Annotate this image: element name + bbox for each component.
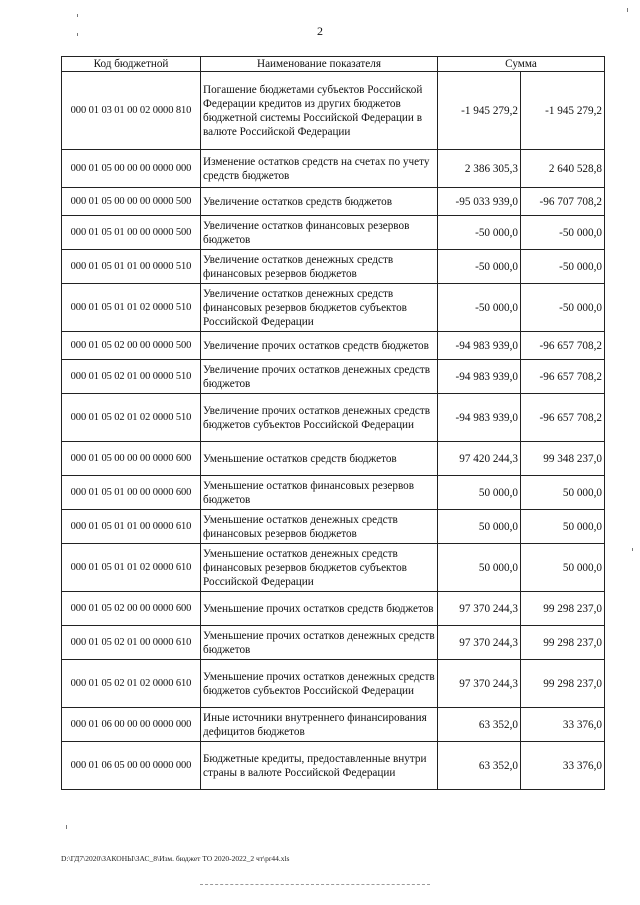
budget-code-cell: 000 01 05 01 01 00 0000 610 bbox=[62, 510, 201, 544]
sum-2022-cell: -50 000,0 bbox=[521, 216, 605, 250]
indicator-name-cell: Погашение бюджетами субъектов Российской Федерации кредитов из других бюджетов бюджетной системы Российской Федерации в валюте Российской Федерации bbox=[201, 72, 438, 150]
indicator-name-cell: Увеличение прочих остатков средств бюджетов bbox=[201, 332, 438, 360]
sum-2021-cell: 2 386 305,3 bbox=[438, 150, 521, 188]
table-row bbox=[62, 188, 605, 216]
budget-code-cell: 000 01 05 02 00 00 0000 600 bbox=[62, 592, 201, 626]
table-row bbox=[62, 216, 605, 250]
budget-code-cell: 000 01 05 02 01 00 0000 510 bbox=[62, 360, 201, 394]
table-row bbox=[62, 442, 605, 476]
sum-2021-cell: 97 420 244,3 bbox=[438, 442, 521, 476]
indicator-name-cell: Изменение остатков средств на счетах по учету средств бюджетов bbox=[201, 150, 438, 188]
budget-code-cell: 000 01 05 01 00 00 0000 600 bbox=[62, 476, 201, 510]
sum-2021-cell: -94 983 939,0 bbox=[438, 332, 521, 360]
sum-2022-cell: -96 657 708,2 bbox=[521, 394, 605, 442]
indicator-name-cell: Бюджетные кредиты, предоставленные внутри страны в валюте Российской Федерации bbox=[201, 742, 438, 790]
table-row bbox=[62, 742, 605, 790]
sum-2021-cell: 97 370 244,3 bbox=[438, 592, 521, 626]
budget-code-cell: 000 01 05 01 00 00 0000 500 bbox=[62, 216, 201, 250]
sum-2021-cell: -50 000,0 bbox=[438, 284, 521, 332]
table-row bbox=[62, 394, 605, 442]
sum-2022-cell: 50 000,0 bbox=[521, 544, 605, 592]
indicator-name-cell: Увеличение остатков денежных средств финансовых резервов бюджетов bbox=[201, 250, 438, 284]
scan-mark bbox=[627, 8, 628, 12]
sum-2022-cell: 50 000,0 bbox=[521, 510, 605, 544]
budget-code-cell: 000 01 03 01 00 02 0000 810 bbox=[62, 72, 201, 150]
sum-2021-cell: 50 000,0 bbox=[438, 476, 521, 510]
sum-2021-cell: -94 983 939,0 bbox=[438, 394, 521, 442]
sum-2021-cell: -94 983 939,0 bbox=[438, 360, 521, 394]
sum-2022-cell: 33 376,0 bbox=[521, 708, 605, 742]
table-row bbox=[62, 150, 605, 188]
table-row bbox=[62, 592, 605, 626]
scan-mark bbox=[66, 825, 67, 829]
indicator-name-cell: Увеличение прочих остатков денежных средств бюджетов bbox=[201, 360, 438, 394]
table-row bbox=[62, 626, 605, 660]
table-row bbox=[62, 360, 605, 394]
scan-mark bbox=[77, 14, 78, 17]
bottom-rule bbox=[200, 884, 430, 885]
sum-2022-cell: 99 298 237,0 bbox=[521, 592, 605, 626]
sum-2021-cell: 97 370 244,3 bbox=[438, 626, 521, 660]
header-code: Код бюджетной bbox=[62, 57, 201, 72]
budget-code-cell: 000 01 05 01 01 02 0000 610 bbox=[62, 544, 201, 592]
indicator-name-cell: Увеличение остатков финансовых резервов бюджетов bbox=[201, 216, 438, 250]
sum-2021-cell: -50 000,0 bbox=[438, 216, 521, 250]
table-row bbox=[62, 250, 605, 284]
sum-2021-cell: 63 352,0 bbox=[438, 708, 521, 742]
sum-2022-cell: -96 707 708,2 bbox=[521, 188, 605, 216]
table-row bbox=[62, 332, 605, 360]
header-name: Наименование показателя bbox=[201, 57, 438, 72]
file-path-footer: D:\ГД7\2020\ЗАКОНЫ\ЗАС_8\Изм. бюджет ТО 2020-2022_2 чт\рr44.xls bbox=[61, 854, 290, 863]
indicator-name-cell: Уменьшение прочих остатков средств бюджетов bbox=[201, 592, 438, 626]
indicator-name-cell: Уменьшение остатков средств бюджетов bbox=[201, 442, 438, 476]
sum-2022-cell: 33 376,0 bbox=[521, 742, 605, 790]
scan-mark bbox=[632, 548, 633, 551]
indicator-name-cell: Уменьшение остатков денежных средств финансовых резервов бюджетов bbox=[201, 510, 438, 544]
sum-2021-cell: 50 000,0 bbox=[438, 510, 521, 544]
sum-2022-cell: -50 000,0 bbox=[521, 250, 605, 284]
table-row bbox=[62, 72, 605, 150]
sum-2021-cell: -1 945 279,2 bbox=[438, 72, 521, 150]
indicator-name-cell: Увеличение остатков денежных средств финансовых резервов бюджетов субъектов Российской Федерации bbox=[201, 284, 438, 332]
budget-code-cell: 000 01 05 01 01 00 0000 510 bbox=[62, 250, 201, 284]
sum-2022-cell: -96 657 708,2 bbox=[521, 332, 605, 360]
budget-code-cell: 000 01 05 02 00 00 0000 500 bbox=[62, 332, 201, 360]
indicator-name-cell: Иные источники внутреннего финансирования дефицитов бюджетов bbox=[201, 708, 438, 742]
budget-code-cell: 000 01 06 05 00 00 0000 000 bbox=[62, 742, 201, 790]
budget-code-cell: 000 01 06 00 00 00 0000 000 bbox=[62, 708, 201, 742]
sum-2022-cell: 50 000,0 bbox=[521, 476, 605, 510]
sum-2022-cell: 2 640 528,8 bbox=[521, 150, 605, 188]
budget-code-cell: 000 01 05 00 00 00 0000 500 bbox=[62, 188, 201, 216]
page-number: 2 bbox=[317, 24, 323, 38]
budget-code-cell: 000 01 05 02 01 02 0000 510 bbox=[62, 394, 201, 442]
indicator-name-cell: Увеличение остатков средств бюджетов bbox=[201, 188, 438, 216]
indicator-name-cell: Уменьшение прочих остатков денежных средств бюджетов субъектов Российской Федерации bbox=[201, 660, 438, 708]
scan-mark bbox=[77, 33, 78, 36]
budget-code-cell: 000 01 05 00 00 00 0000 000 bbox=[62, 150, 201, 188]
header-sum: Сумма bbox=[438, 57, 605, 72]
sum-2022-cell: -50 000,0 bbox=[521, 284, 605, 332]
table-row bbox=[62, 510, 605, 544]
budget-code-cell: 000 01 05 02 01 00 0000 610 bbox=[62, 626, 201, 660]
indicator-name-cell: Уменьшение остатков финансовых резервов бюджетов bbox=[201, 476, 438, 510]
table-header-row bbox=[62, 57, 605, 72]
table-row bbox=[62, 660, 605, 708]
sum-2021-cell: 63 352,0 bbox=[438, 742, 521, 790]
sum-2021-cell: -95 033 939,0 bbox=[438, 188, 521, 216]
indicator-name-cell: Уменьшение остатков денежных средств финансовых резервов бюджетов субъектов Российской Федерации bbox=[201, 544, 438, 592]
indicator-name-cell: Увеличение прочих остатков денежных средств бюджетов субъектов Российской Федерации bbox=[201, 394, 438, 442]
sum-2021-cell: -50 000,0 bbox=[438, 250, 521, 284]
sum-2021-cell: 97 370 244,3 bbox=[438, 660, 521, 708]
indicator-name-cell: Уменьшение прочих остатков денежных средств бюджетов bbox=[201, 626, 438, 660]
table-row bbox=[62, 544, 605, 592]
table-row bbox=[62, 284, 605, 332]
table-row bbox=[62, 708, 605, 742]
sum-2022-cell: 99 348 237,0 bbox=[521, 442, 605, 476]
table-row bbox=[62, 476, 605, 510]
sum-2022-cell: -96 657 708,2 bbox=[521, 360, 605, 394]
budget-code-cell: 000 01 05 02 01 02 0000 610 bbox=[62, 660, 201, 708]
sum-2022-cell: 99 298 237,0 bbox=[521, 626, 605, 660]
sum-2022-cell: -1 945 279,2 bbox=[521, 72, 605, 150]
budget-code-cell: 000 01 05 00 00 00 0000 600 bbox=[62, 442, 201, 476]
budget-code-cell: 000 01 05 01 01 02 0000 510 bbox=[62, 284, 201, 332]
sum-2022-cell: 99 298 237,0 bbox=[521, 660, 605, 708]
sum-2021-cell: 50 000,0 bbox=[438, 544, 521, 592]
budget-sources-table bbox=[61, 56, 605, 790]
